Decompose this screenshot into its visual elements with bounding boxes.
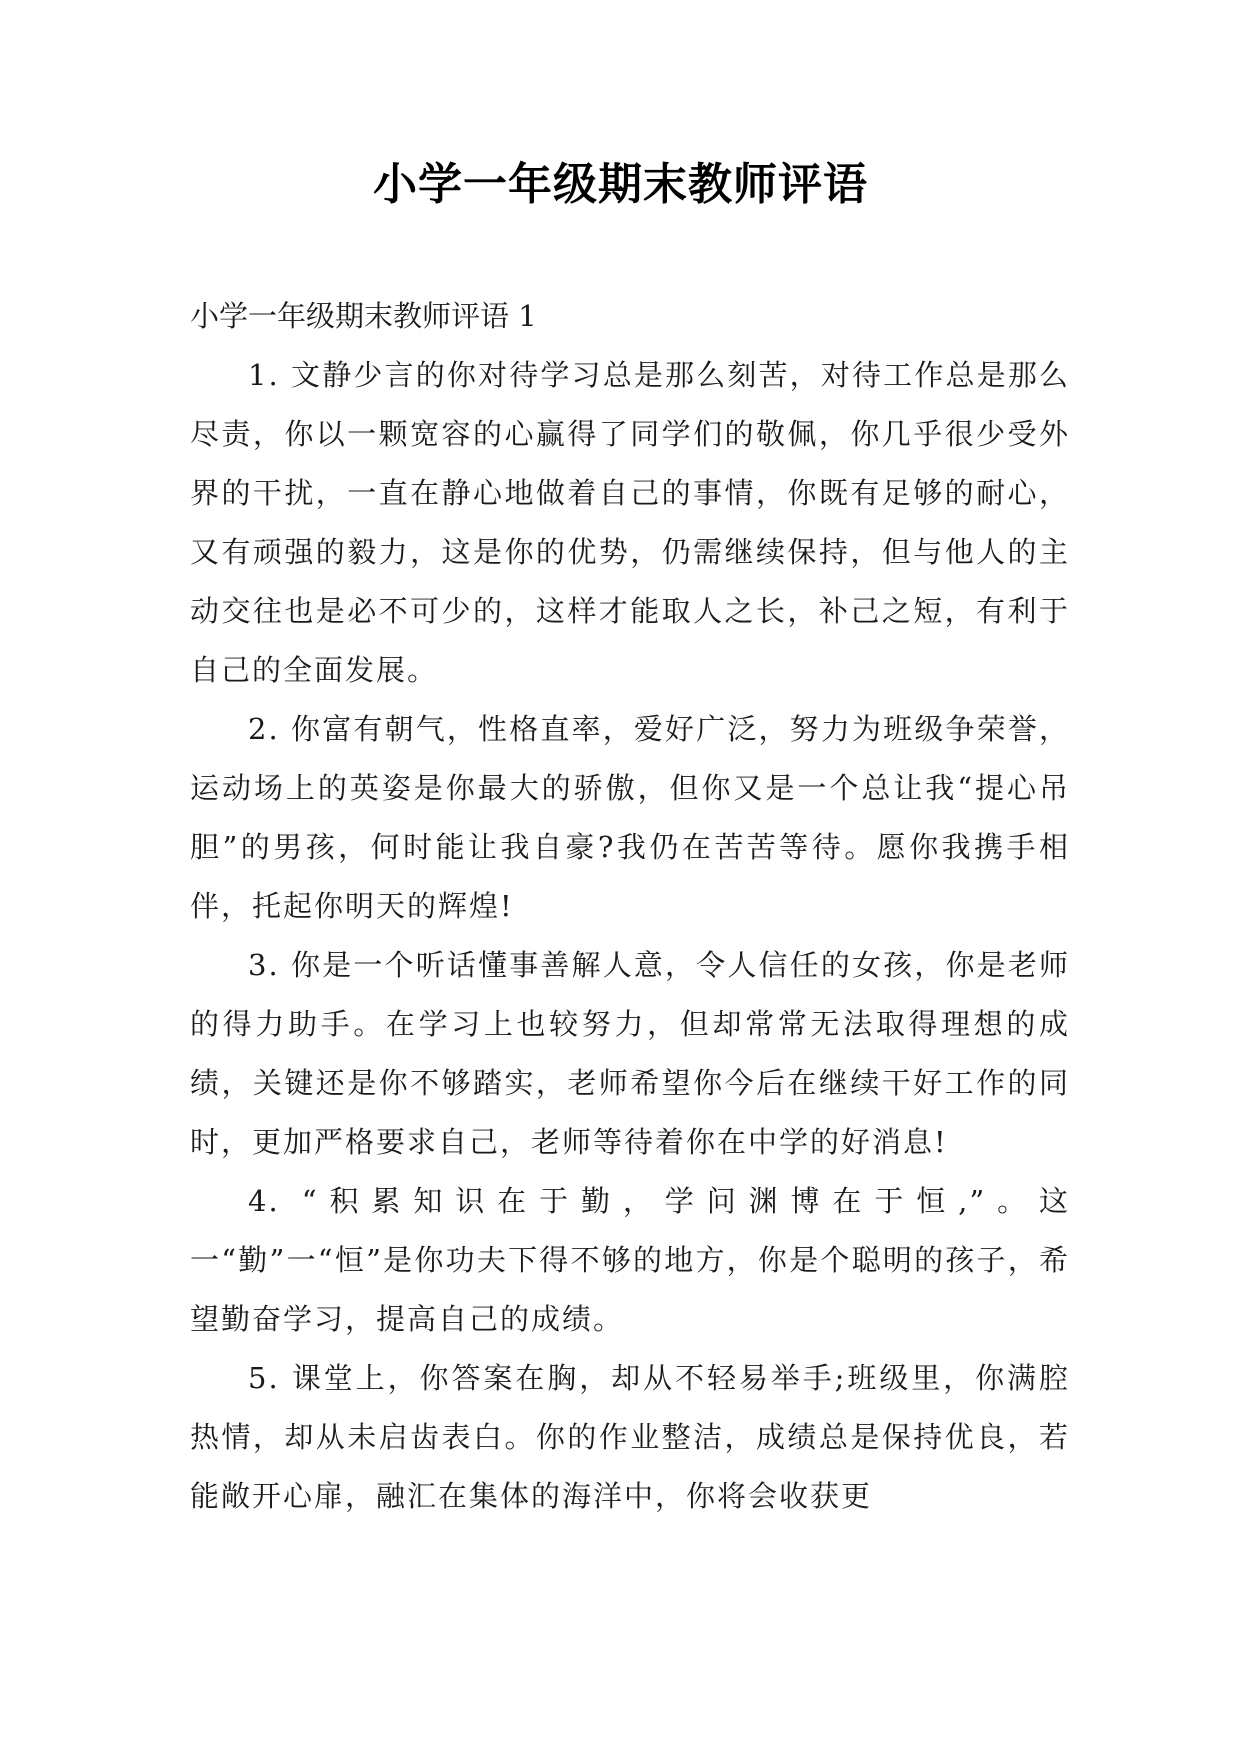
comment-paragraph-4: 4. “积累知识在于勤，学问渊博在于恒,”。这一“勤”一“恒”是你功夫下得不够的地方，你是个聪明的孩子，希望勤奋学习，提高自己的成绩。 (190, 1184, 1070, 1336)
comment-paragraph-3: 3. 你是一个听话懂事善解人意，令人信任的女孩，你是老师的得力助手。在学习上也较努力，但却常常无法取得理想的成绩，关键还是你不够踏实，老师希望你今后在继续干好工作的同时，更加严格要求自己，老师等待着你在中学的好消息! (190, 948, 1070, 1159)
comment-paragraph-5: 5. 课堂上，你答案在胸，却从不轻易举手;班级里，你满腔热情，却从未启齿表白。你的作业整洁，成绩总是保持优良，若能敞开心扉，融汇在集体的海洋中，你将会收获更 (190, 1361, 1070, 1513)
comment-paragraph-1: 1. 文静少言的你对待学习总是那么刻苦，对待工作总是那么尽责，你以一颗宽容的心赢得了同学们的敬佩，你几乎很少受外界的干扰，一直在静心地做着自己的事情，你既有足够的耐心，又有顽强的毅力，这是你的优势，仍需继续保持，但与他人的主动交往也是必不可少的，这样才能取人之长，补己之短，有利于自己的全面发展。 (190, 358, 1070, 687)
comment-paragraph-2: 2. 你富有朝气，性格直率，爱好广泛，努力为班级争荣誉，运动场上的英姿是你最大的骄傲，但你又是一个总让我“提心吊胆”的男孩，何时能让我自豪?我仍在苦苦等待。愿你我携手相伴，托起你明天的辉煌! (190, 712, 1070, 923)
document-body (190, 287, 1070, 1526)
document-title: 小学一年级期末教师评语 (373, 159, 868, 210)
section-heading: 小学一年级期末教师评语 1 (190, 299, 537, 333)
